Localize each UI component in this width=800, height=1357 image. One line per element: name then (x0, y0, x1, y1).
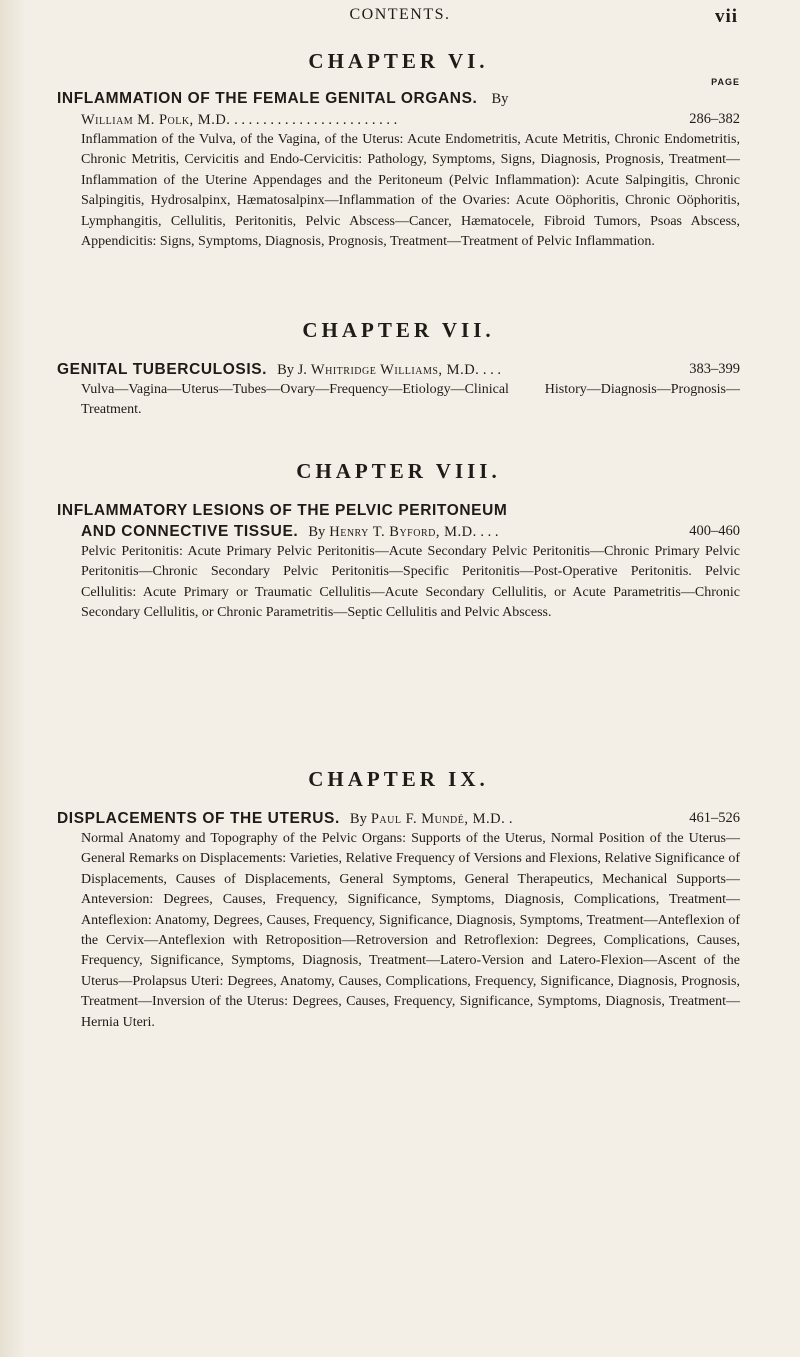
chapter-heading: CHAPTER VIII. (296, 459, 501, 483)
chapter-heading: CHAPTER IX. (308, 767, 489, 791)
page-range: 286–382 (687, 109, 740, 130)
chapter-title-line (57, 808, 740, 829)
chapter-title: GENITAL TUBERCULOSIS. (57, 361, 268, 378)
chapter-vii (57, 317, 740, 421)
chapter-title-line (57, 500, 740, 521)
byline-prefix: By (308, 524, 326, 540)
chapter-ix (57, 766, 740, 1033)
page-column-label: PAGE (711, 77, 740, 87)
chapter-viii (57, 458, 740, 624)
chapter-heading: CHAPTER VII. (302, 318, 495, 342)
chapter-title: DISPLACEMENTS OF THE UTERUS. (57, 810, 340, 827)
chapter-title-line (57, 359, 740, 380)
chapter-summary: Vulva—Vagina—Uterus—Tubes—Ovary—Frequency—Etiology—Clinical History—Diagnosis—Prognosis—Treatment. (81, 382, 740, 418)
chapter-title-line-2 (57, 521, 740, 542)
chapter-title-continued: AND CONNECTIVE TISSUE. (81, 523, 299, 540)
running-head (0, 6, 800, 36)
author: Henry T. Byford, M.D. (329, 524, 477, 540)
byline-prefix: By (491, 91, 509, 107)
byline-prefix: By J. (277, 362, 307, 378)
page-edge (0, 0, 26, 1357)
chapter-summary: Normal Anatomy and Topography of the Pelvic Organs: Supports of the Uterus, Normal Position of the Uterus—General Remarks on Displacements: Varieties, Relative Frequency of Versions and Flexions, Relative Significance of Displacements, Causes of Displacements, General Symptoms, General Therapeutics, Mechanical Supports—Anteversion: Degrees, Causes, Frequency, Significance, Symptoms, Diagnosis, Complications, Treatment—Anteflexion: Anatomy, Degrees, Causes, Frequency, Significance, Diagnosis, Symptoms, Treatment—Anteflexion of the Cervix—Anteflexion with Retroposition—Retroversion and Retroflexion: Degrees, Complications, Causes, Frequency, Significance, Symptoms, Diagnosis, Treatment—Latero-Version and Latero-Flexion—Ascent of the Uterus—Prolapsus Uteri: Degrees, Anatomy, Causes, Complications, Frequency, Significance, Diagnosis, Prognosis, Treatment—Inversion of the Uterus: Degrees, Causes, Frequency, Significance, Symptoms, Diagnosis, Treatment—Hernia Uteri. (81, 831, 740, 1030)
page-number: vii (714, 6, 738, 27)
running-title: CONTENTS. (349, 6, 451, 23)
author: Whitridge Williams, M.D. (310, 362, 480, 378)
chapter-title: INFLAMMATION OF THE FEMALE GENITAL ORGANS. (57, 90, 478, 107)
chapter-summary: Pelvic Peritonitis: Acute Primary Pelvic Peritonitis—Acute Secondary Pelvic Peritonitis—Chronic Primary Pelvic Peritonitis—Chronic Secondary Pelvic Peritonitis—Specific Peritonitis—Post-Operative Peritonitis. Pelvic Cellulitis: Acute Primary or Traumatic Cellulitis—Acute Secondary Cellulitis, or Acute Parametritis—Chronic Secondary Cellulitis, or Chronic Parametritis—Septic Cellulitis and Pelvic Abscess. (81, 544, 740, 621)
byline-prefix: By (349, 811, 367, 827)
chapter-summary: Inflammation of the Vulva, of the Vagina, of the Uterus: Acute Endometritis, Acute Metritis, Chronic Endometritis, Chronic Metritis, Cervicitis and Endo-Cervicitis: Pathology, Symptoms, Signs, Diagnosis, Prognosis, Treatment—Inflammation of the Uterine Appendages and the Peritoneum (Pelvic Inflammation): Acute Salpingitis, Chronic Salpingitis, Hydrosalpinx, Hæmatosalpinx—Inflammation of the Ovaries: Acute Oöphoritis, Chronic Oöphoritis, Lymphangitis, Cellulitis, Peritonitis, Pelvic Abscess—Cancer, Hæmatocele, Fibroid Tumors, Psoas Abscess, Appendicitis: Signs, Symptoms, Diagnosis, Prognosis, Treatment—Treatment of Pelvic Inflammation. (81, 132, 740, 250)
author: Paul F. Mundé, M.D. (370, 811, 506, 827)
chapter-heading: CHAPTER VI. (308, 49, 489, 73)
author-line (57, 109, 740, 130)
chapter-title-line (57, 88, 740, 109)
chapter-vi (57, 48, 740, 252)
dot-leaders: . . . (479, 362, 502, 378)
dot-leaders: . . . (476, 524, 499, 540)
dot-leaders: . . . . . . . . . . . . . . . . . . . . . . . (230, 112, 398, 128)
page-range: 400–460 (687, 521, 740, 542)
author: William M. Polk, M.D. (81, 112, 231, 128)
page-range: 461–526 (687, 808, 740, 829)
page-range: 383–399 (687, 359, 740, 380)
chapter-title: INFLAMMATORY LESIONS OF THE PELVIC PERITONEUM (57, 502, 508, 519)
dot-leaders: . (505, 811, 513, 827)
